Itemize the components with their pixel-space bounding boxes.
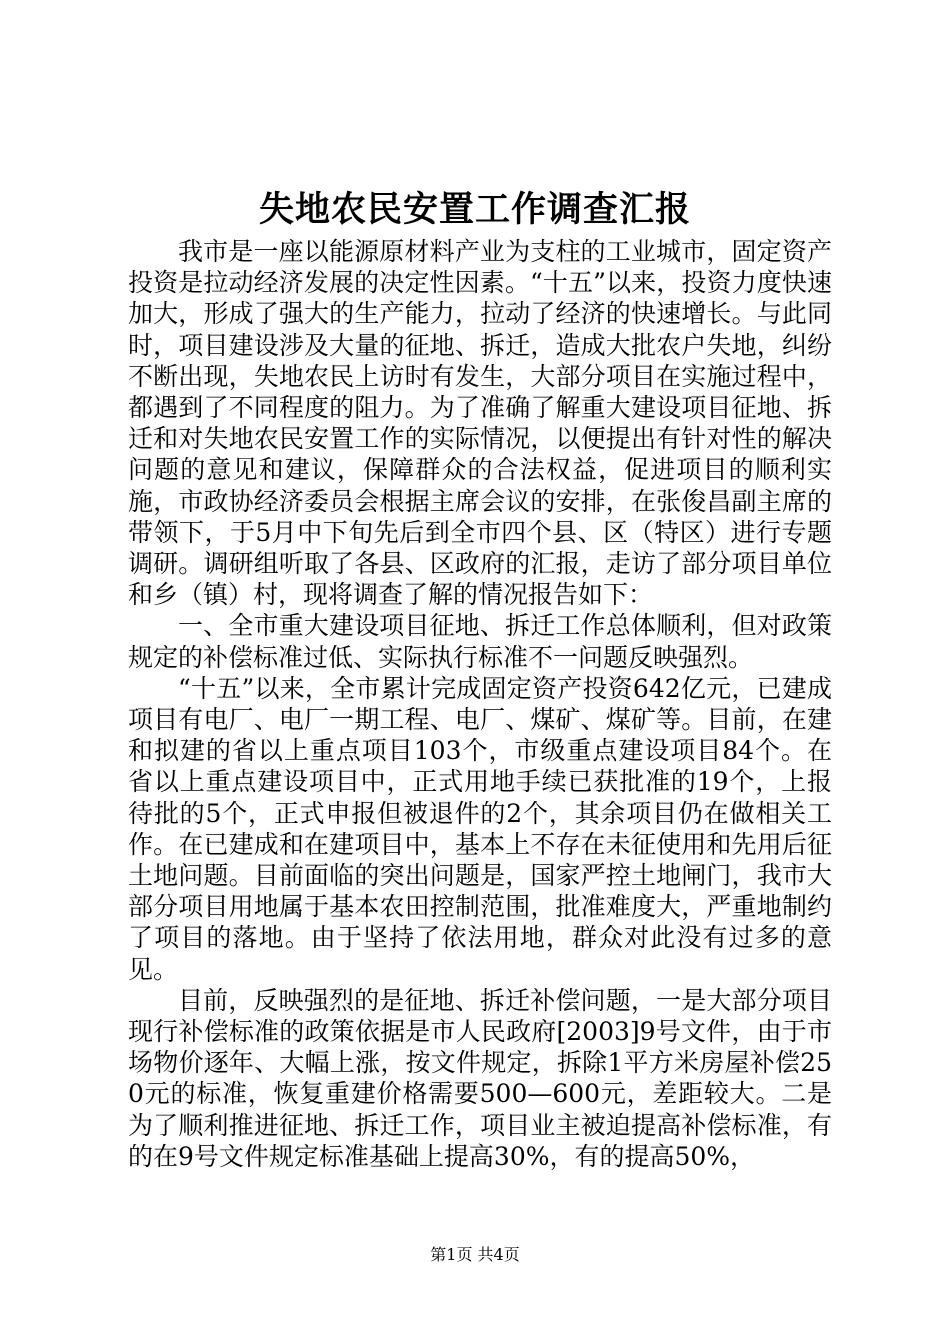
paragraph-intro: 我市是一座以能源原材料产业为支柱的工业城市，固定资产投资是拉动经济发展的决定性因素。“十五”以来，投资力度快速加大，形成了强大的生产能力，拉动了经济的快速增长。与此同时，项目建设涉及大量的征地、拆迁，造成大批农户失地，纠纷不断出现，失地农民上访时有发生，大部分项目在实施过程中，都遇到了不同程度的阻力。为了准确了解重大建设项目征地、拆迁和对失地农民安置工作的实际情况，以便提出有针对性的解决问题的意见和建议，保障群众的合法权益，促进项目的顺利实施，市政协经济委员会根据主席会议的安排，在张俊昌副主席的带领下，于5月中下旬先后到全市四个县、区（特区）进行专题调研。调研组听取了各县、区政府的汇报，走访了部分项目单位和乡（镇）村，现将调查了解的情况报告如下： — [128, 237, 832, 610]
paragraph-section-one-heading: 一、全市重大建设项目征地、拆迁工作总体顺利，但对政策规定的补偿标准过低、实际执行标准不一问题反映强烈。 — [128, 611, 832, 672]
paragraph-investment-summary: “十五”以来，全市累计完成固定资产投资642亿元，已建成项目有电厂、电厂一期工程、电厂、煤矿、煤矿等。目前，在建和拟建的省以上重点项目103个，市级重点建设项目84个。在省以上重点建设项目中，正式用地手续已获批准的19个，上报待批的5个，正式申报但被退件的2个，其余项目仍在做相关工作。在已建成和在建项目中，基本上不存在未征使用和先用后征土地问题。目前面临的突出问题是，国家严控土地闸门，我市大部分项目用地属于基本农田控制范围，批准难度大，严重地制约了项目的落地。由于坚持了依法用地，群众对此没有过多的意见。 — [128, 673, 832, 984]
document-body — [128, 236, 832, 1172]
document-title: 失地农民安置工作调查汇报 — [258, 189, 691, 230]
page-footer: 第1页 共4页 — [430, 1245, 520, 1264]
paragraph-compensation-issue: 目前，反映强烈的是征地、拆迁补偿问题，一是大部分项目现行补偿标准的政策依据是市人民政府[2003]9号文件，由于市场物价逐年、大幅上涨，按文件规定，拆除1平方米房屋补偿250元的标准，恢复重建价格需要500—600元，差距较大。二是为了顺利推进征地、拆迁工作，项目业主被迫提高补偿标准，有的在9号文件规定标准基础上提高30%，有的提高50%， — [128, 985, 832, 1171]
